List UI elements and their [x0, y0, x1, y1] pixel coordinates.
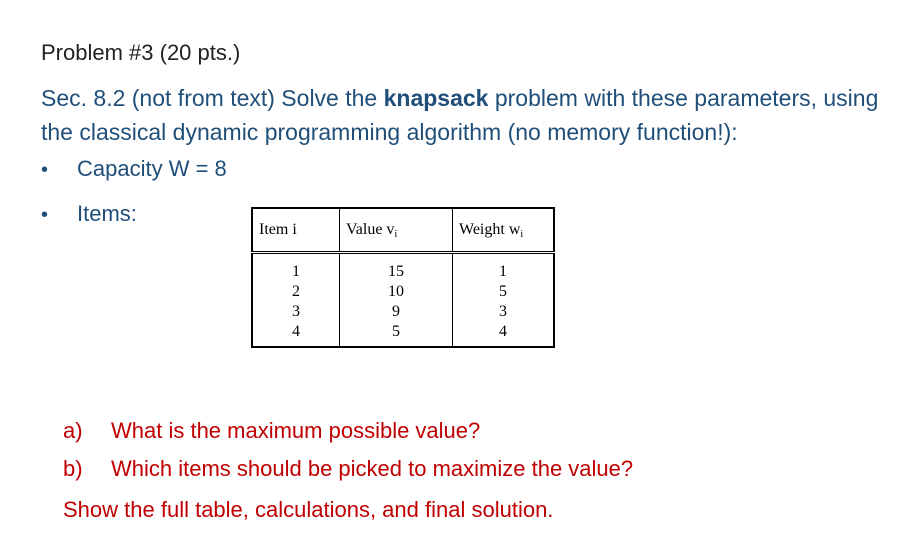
statement-keyword: knapsack: [383, 85, 489, 111]
header-weight: [453, 208, 555, 253]
bullet-marker: •: [41, 204, 49, 226]
cell-item: 1: [252, 253, 340, 283]
cell-weight: 1: [453, 253, 555, 283]
question-text: Which items should be picked to maximize the value?: [111, 456, 634, 481]
bullet-marker: •: [41, 159, 49, 181]
statement-suffix: problem with these parameters, using the classical dynamic programming algorithm (no memory function!):: [41, 85, 879, 145]
problem-title: Problem #3 (20 pts.): [41, 40, 241, 65]
table-row: [252, 253, 554, 283]
header-value: [340, 208, 453, 253]
question-b: [63, 456, 633, 482]
cell-weight: 3: [453, 302, 555, 322]
cell-item: 2: [252, 282, 340, 302]
cell-weight: 4: [453, 322, 555, 347]
header-value-label: Value v: [346, 220, 395, 238]
cell-value: 5: [340, 322, 453, 347]
items-table: [251, 207, 555, 348]
cell-value: 10: [340, 282, 453, 302]
question-marker: a): [63, 418, 83, 443]
table-row: [252, 302, 554, 322]
cell-item: 3: [252, 302, 340, 322]
bullet-capacity: [41, 156, 227, 182]
cell-value: 15: [340, 253, 453, 283]
header-value-subscript: i: [394, 228, 398, 240]
cell-value: 9: [340, 302, 453, 322]
bullet-items: [41, 201, 137, 227]
problem-statement: [41, 81, 901, 149]
header-weight-label: Weight w: [459, 220, 521, 238]
header-item-label: Item i: [259, 221, 297, 238]
header-item: [252, 208, 340, 253]
cell-weight: 5: [453, 282, 555, 302]
table-header-row: [252, 208, 554, 253]
bullet-text: Items:: [77, 201, 137, 226]
question-text: What is the maximum possible value?: [111, 418, 481, 443]
bullet-text: Capacity W = 8: [77, 156, 227, 181]
header-weight-subscript: i: [520, 228, 524, 240]
statement-prefix: Sec. 8.2 (not from text) Solve the: [41, 85, 384, 111]
instructions: Show the full table, calculations, and final solution.: [63, 497, 554, 522]
cell-item: 4: [252, 322, 340, 347]
question-marker: b): [63, 456, 83, 481]
question-a: [63, 418, 480, 444]
table-row: [252, 322, 554, 347]
table-row: [252, 282, 554, 302]
